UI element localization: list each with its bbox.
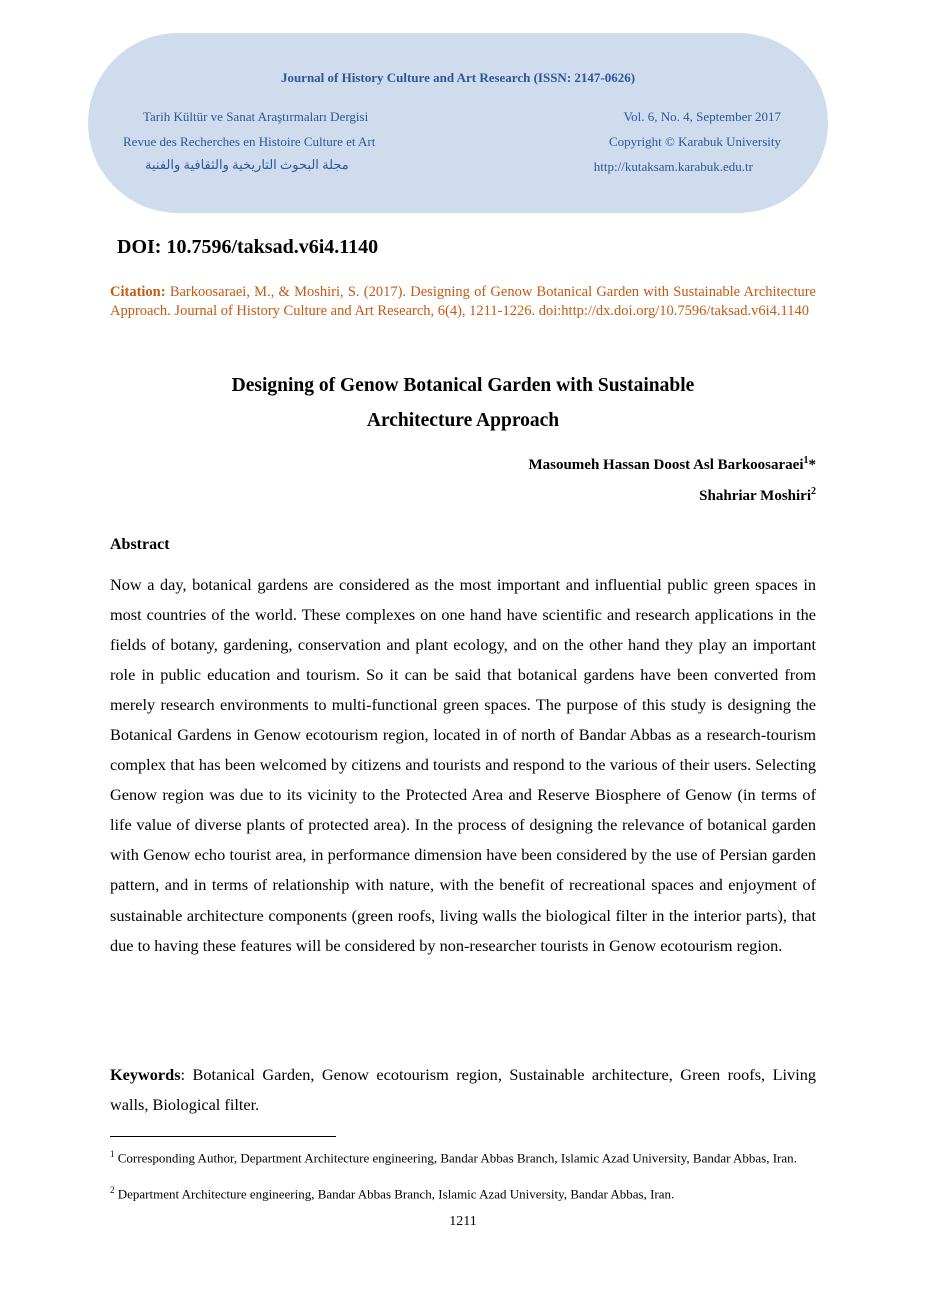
- journal-name-french: Revue des Recherches en Histoire Culture et Art: [123, 134, 376, 149]
- paper-title-line-1: Designing of Genow Botanical Garden with Sustainable: [231, 375, 695, 396]
- paper-title: [110, 368, 816, 438]
- author-2-affiliation: 2: [811, 486, 816, 497]
- author-1-name: Masoumeh Hassan Doost Asl Barkoosaraei: [528, 457, 804, 473]
- citation-label: Citation:: [110, 284, 166, 300]
- author-1-affiliation: 1: [803, 455, 809, 466]
- journal-name-turkish: Tarih Kültür ve Sanat Araştırmaları Dergisi: [143, 109, 369, 124]
- copyright-info: Copyright © Karabuk University: [609, 134, 781, 149]
- footnote-1: [110, 1146, 816, 1166]
- footnote-2: [110, 1182, 816, 1202]
- journal-url[interactable]: http://kutaksam.karabuk.edu.tr: [593, 159, 753, 174]
- keywords-text: : Botanical Garden, Genow ecotourism region, Sustainable architecture, Green roofs, Living walls, Biological filter.: [110, 1065, 816, 1114]
- author-1-corresponding-mark: *: [808, 457, 816, 473]
- footnote-2-text: Department Architecture engineering, Bandar Abbas Branch, Islamic Azad University, Bandar Abbas, Iran.: [117, 1186, 675, 1202]
- footnote-1-number: 1: [110, 1149, 115, 1159]
- doi: DOI: 10.7596/taksad.v6i4.1140: [117, 236, 379, 258]
- citation-text: Barkoosaraei, M., & Moshiri, S. (2017). Designing of Genow Botanical Garden with Sustainable Architecture Approach. Journal of History Culture and Art Research, 6(4), 1211-1226. doi:http://dx.doi.org/10.7596/taksad.v6i4.1140: [110, 284, 816, 319]
- paper-title-line-2: Architecture Approach: [366, 410, 560, 431]
- journal-name-arabic: مجلة البحوث التاريخية والثقافية والفنية: [145, 157, 349, 172]
- footnote-2-number: 2: [110, 1185, 115, 1195]
- author-1: [528, 455, 816, 474]
- keywords-label: Keywords: [110, 1065, 181, 1084]
- footnote-1-text: Corresponding Author, Department Architecture engineering, Bandar Abbas Branch, Islamic Azad University, Bandar Abbas, Iran.: [117, 1150, 797, 1166]
- author-2: [699, 486, 816, 505]
- keywords: [110, 1060, 816, 1120]
- footnote-divider: [110, 1136, 336, 1137]
- page-number: 1211: [449, 1214, 477, 1229]
- abstract-body: Now a day, botanical gardens are considered as the most important and influential public green spaces in most countries of the world. These complexes on one hand have scientific and research applications in the fields of botany, gardening, conservation and plant ecology, and on the other hand they play an important role in public education and tourism. So it can be said that botanical gardens have been converted from merely research environments to multi-functional green spaces. The purpose of this study is designing the Botanical Gardens in Genow ecotourism region, located in of north of Bandar Abbas as a research-tourism complex that has been welcomed by citizens and tourists and respond to the various of their users. Selecting Genow region was due to its vicinity to the Protected Area and Reserve Biosphere of Genow (in terms of life value of diverse plants of protected area). In the process of designing the relevance of botanical garden with Genow echo tourist area, in performance dimension have been considered by the use of Persian garden pattern, and in terms of relationship with nature, with the benefit of recreational spaces and enjoyment of sustainable architecture components (green roofs, living walls the biological filter in the interior parts), that due to having these features will be considered by non-researcher tourists in Genow ecotourism region.: [110, 575, 816, 955]
- author-2-name: Shahriar Moshiri: [699, 488, 811, 504]
- journal-title: Journal of History Culture and Art Research (ISSN: 2147-0626): [280, 70, 636, 85]
- citation: [110, 283, 816, 321]
- abstract-heading: Abstract: [110, 536, 170, 553]
- volume-info: Vol. 6, No. 4, September 2017: [623, 109, 781, 124]
